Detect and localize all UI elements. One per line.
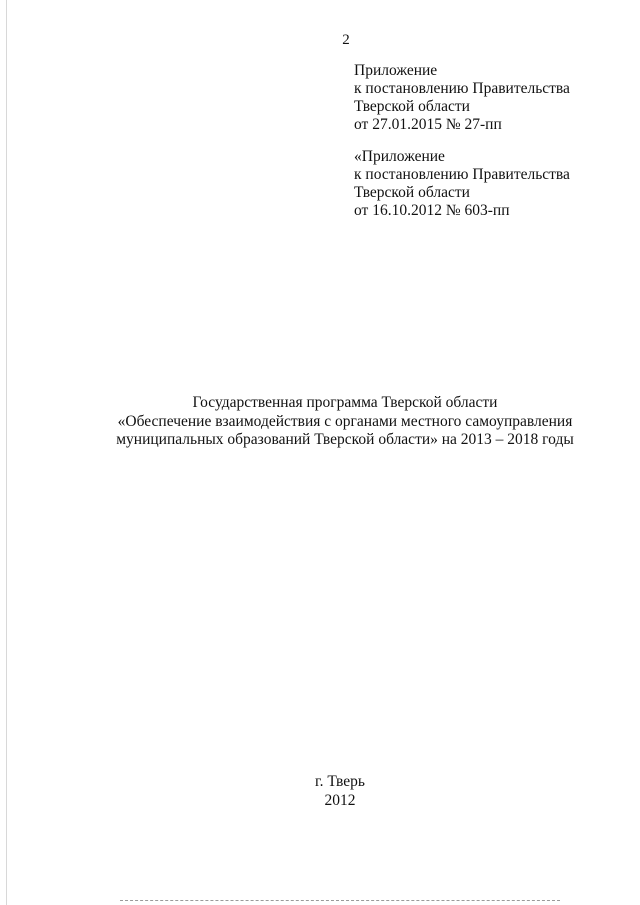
program-title-line-2: «Обеспечение взаимодействия с органами местного самоуправления: [117, 412, 573, 430]
attachment-current-block: [354, 62, 624, 134]
page-number: 2: [342, 32, 350, 48]
program-title-line-3: муниципальных образований Тверской области» на 2013 – 2018 годы: [116, 431, 574, 448]
program-title: [0, 394, 640, 450]
program-title-line-1: Государственная программа Тверской области: [192, 394, 498, 411]
attachment-original-resolution: к постановлению Правительства: [354, 166, 570, 183]
attachment-current-region: Тверской области: [354, 98, 470, 115]
attachment-current-date-number: от 27.01.2015 № 27-пп: [354, 116, 502, 133]
attachment-current-resolution: к постановлению Правительства: [354, 80, 570, 97]
attachment-current-title: Приложение: [354, 62, 438, 79]
attachment-original-date-number: от 16.10.2012 № 603-пп: [354, 202, 510, 219]
scan-left-edge: [6, 0, 7, 905]
scan-bottom-artifact: [120, 900, 560, 901]
attachment-original-region: Тверской области: [354, 184, 470, 201]
attachment-original-title: «Приложение: [354, 148, 445, 165]
city: г. Тверь: [315, 773, 365, 790]
attachment-original-block: [354, 148, 624, 220]
year: 2012: [324, 791, 356, 809]
place-and-year: [0, 773, 640, 810]
